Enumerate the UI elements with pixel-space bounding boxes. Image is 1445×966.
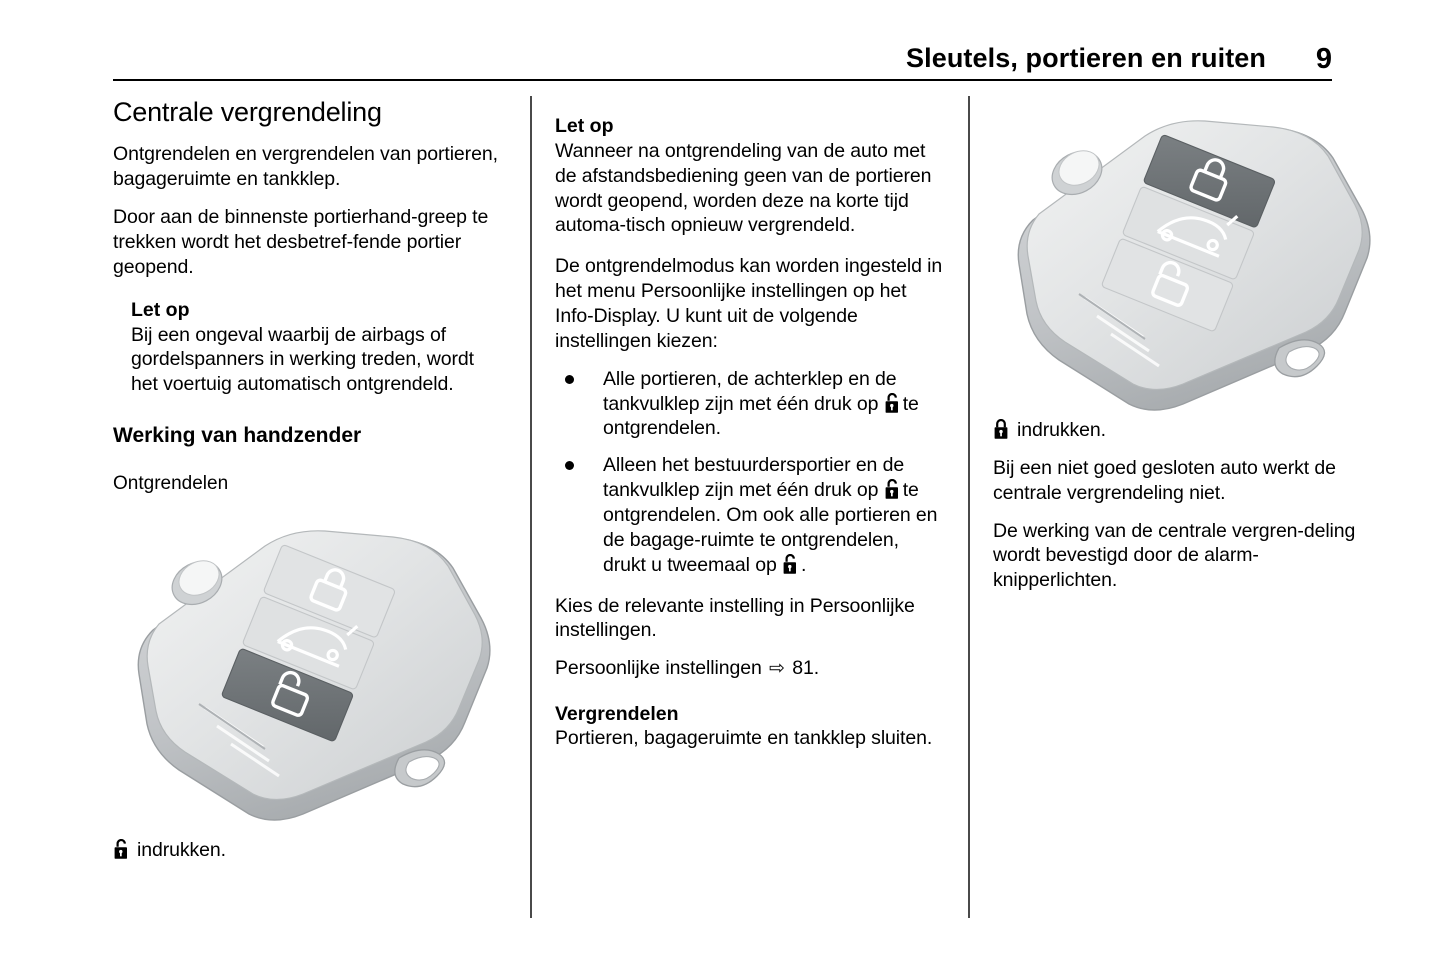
figure-caption-text: indrukken.: [137, 839, 226, 862]
page-title: Sleutels, portieren en ruiten: [906, 43, 1266, 73]
bullet-text-before: Alle portieren, de achterklep en de tankvulklep zijn met één druk op: [603, 367, 897, 415]
content-column-2: [555, 96, 945, 751]
bullet-text-after: te ontgrendelen.: [603, 392, 919, 440]
settings-bullet-list: [555, 367, 945, 578]
note-body: Bij een ongeval waarbij de airbags of gordelspanners in werking treden, wordt het voertuig automatisch ontgrendeld.: [131, 323, 474, 396]
note-body: Wanneer na ontgrendeling van de auto met de afstandsbediening geen van de portieren wordt geopend, worden deze na korte tijd automa-tisch opnieuw vergrendeld.: [555, 139, 932, 237]
lock-padlock-icon: [994, 419, 1011, 440]
page-reference-arrow-icon: ⇨: [769, 658, 785, 680]
column-divider-2: [968, 96, 970, 918]
paragraph-sluiten: Portieren, bagageruimte en tankklep sluiten.: [555, 727, 933, 750]
unlock-padlock-icon: [885, 393, 902, 414]
cross-reference-line: [555, 656, 945, 681]
column-divider-1: [530, 96, 532, 918]
page-header: [113, 36, 1332, 80]
content-column-3: [993, 96, 1383, 593]
note-label: Let op: [555, 115, 614, 137]
paragraph-doorhandle: Door aan de binnenste portierhand-greep te trekken wordt het desbetref-fende portier geopend.: [113, 206, 489, 278]
bullet-dot-icon: [565, 461, 574, 470]
paragraph-kies-instelling: Kies de relevante instelling in Persoonlijke instellingen.: [555, 594, 915, 642]
subsection-title-ontgrendelen: Ontgrendelen: [113, 473, 229, 494]
unlock-padlock-icon: [783, 554, 800, 575]
bullet-text-end: .: [801, 553, 807, 576]
paragraph-ontgrendelmodus: De ontgrendelmodus kan worden ingesteld in het menu Persoonlijke instellingen op het Info-Display. U kunt uit de volgende instellingen kiezen:: [555, 255, 943, 352]
subsection-title-handzender: Werking van handzender: [113, 424, 362, 448]
figure-caption-text: indrukken.: [1017, 419, 1106, 441]
paragraph-niet-gesloten: Bij een niet goed gesloten auto werkt de centrale vergrendeling niet.: [993, 456, 1336, 504]
note-block-autorelock: [555, 114, 945, 238]
key-fob-figure-lock: [993, 98, 1383, 418]
header-divider-rule: [113, 79, 1332, 81]
subsection-title-vergrendelen: Vergrendelen: [555, 702, 679, 725]
unlock-padlock-icon: [885, 479, 902, 500]
content-column-1: [113, 96, 503, 876]
crossref-page: 81.: [792, 657, 820, 680]
note-label: Let op: [131, 298, 190, 321]
bullet-dot-icon: [565, 375, 574, 384]
figure-caption-unlock: [113, 838, 503, 863]
section-title: Centrale vergrendeling: [113, 97, 382, 127]
key-fob-figure-unlock: [113, 508, 503, 838]
note-block-airbags: [131, 298, 503, 397]
crossref-label: Persoonlijke instellingen: [555, 657, 762, 680]
note-block-vergrendelen: [555, 702, 945, 752]
list-item: [555, 367, 945, 442]
list-item: [555, 453, 945, 577]
bullet-text-after: te ontgrendelen. Om ook alle portieren en de bagage-ruimte te ontgrendelen, drukt u tweemaal op: [603, 479, 938, 576]
paragraph-alarmknipperlichten: De werking van de centrale vergren-deling wordt bevestigd door de alarm-knipperlichten.: [993, 519, 1356, 592]
unlock-padlock-icon: [114, 839, 131, 860]
paragraph-intro: Ontgrendelen en vergrendelen van portieren, bagageruimte en tankklep.: [113, 143, 498, 191]
page-number: 9: [1315, 43, 1332, 75]
bullet-text-before: Alleen het bestuurdersportier en de tankvulklep zijn met één druk op: [603, 454, 905, 502]
figure-caption-lock: [993, 418, 1383, 443]
